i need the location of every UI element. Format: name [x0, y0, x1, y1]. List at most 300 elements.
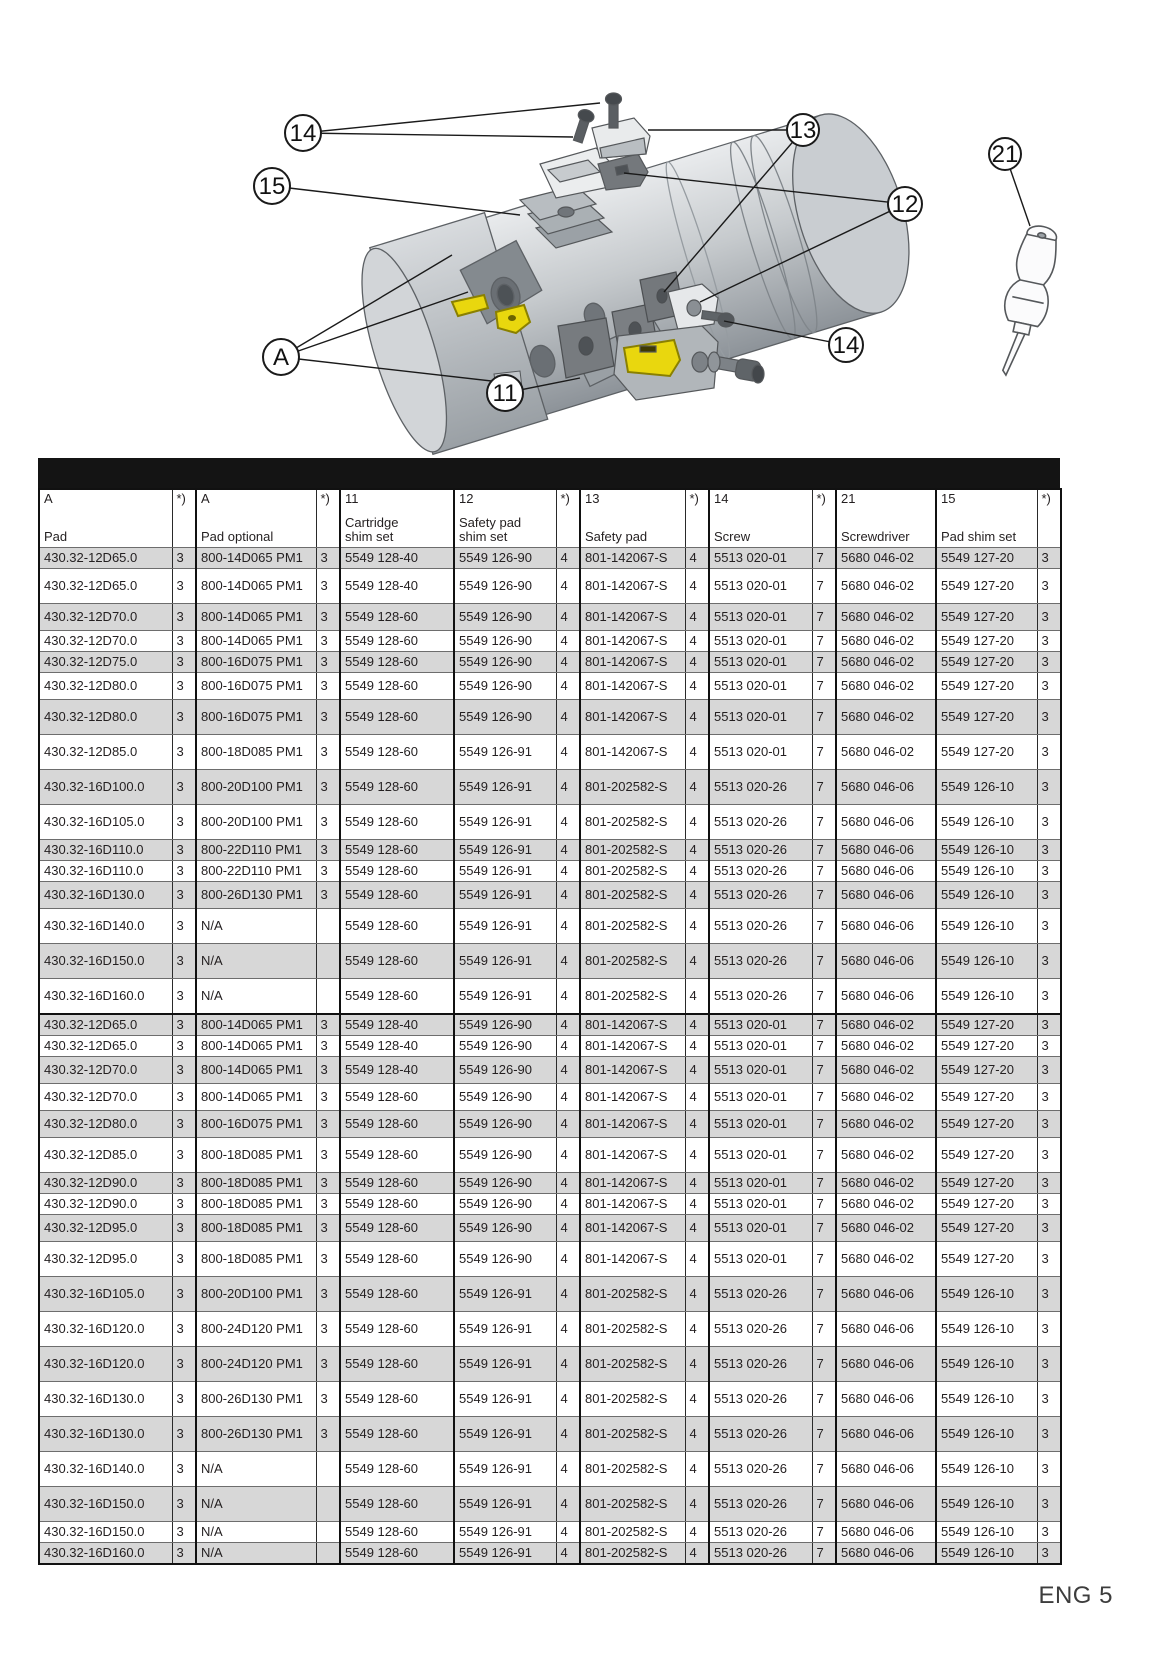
callout-label: 14 [832, 332, 860, 359]
table-cell: 4 [556, 700, 580, 735]
table-cell: 801-142067-S [580, 604, 685, 631]
table-cell: 5549 126-91 [454, 861, 556, 882]
table-cell: 801-202582-S [580, 882, 685, 909]
table-cell: 7 [812, 770, 836, 805]
table-row [39, 673, 1061, 700]
table-cell: 801-142067-S [580, 652, 685, 673]
table-cell: 3 [316, 1382, 340, 1417]
table-cell: 5549 128-60 [340, 979, 454, 1015]
table-cell: 4 [685, 735, 709, 770]
table-header [39, 489, 1061, 548]
table-cell: 5680 046-02 [836, 700, 936, 735]
table-cell: 4 [685, 840, 709, 861]
table-cell: 5513 020-26 [709, 861, 812, 882]
table-cell: 4 [685, 1417, 709, 1452]
table-cell: 801-142067-S [580, 1138, 685, 1173]
table-cell: 5513 020-01 [709, 604, 812, 631]
table-row [39, 1522, 1061, 1543]
table-cell: 800-24D120 PM1 [196, 1347, 316, 1382]
table-cell: 3 [316, 1138, 340, 1173]
table-cell: 5549 126-91 [454, 1543, 556, 1565]
table-cell: 4 [556, 1014, 580, 1036]
table-row [39, 1543, 1061, 1565]
table-cell: 3 [316, 1036, 340, 1057]
table-cell: 5513 020-26 [709, 1417, 812, 1452]
table-row [39, 861, 1061, 882]
table-cell: 800-18D085 PM1 [196, 1138, 316, 1173]
table-cell: 5549 127-20 [936, 1242, 1037, 1277]
table-cell: 430.32-12D90.0 [39, 1194, 172, 1215]
table-cell: 5549 126-90 [454, 1057, 556, 1084]
table-row [39, 1417, 1061, 1452]
table-cell: 7 [812, 1084, 836, 1111]
column-header: 11 Cartridge shim set [340, 489, 454, 548]
table-cell: 5549 127-20 [936, 1138, 1037, 1173]
table-cell: 4 [556, 1057, 580, 1084]
table-cell: 5513 020-26 [709, 882, 812, 909]
table-cell: 5549 128-60 [340, 805, 454, 840]
table-cell: N/A [196, 1452, 316, 1487]
table-cell: 5549 126-10 [936, 1382, 1037, 1417]
table-cell: 4 [685, 1487, 709, 1522]
table-cell: 5513 020-26 [709, 944, 812, 979]
table-cell: 5549 126-10 [936, 1487, 1037, 1522]
table-cell: 5680 046-06 [836, 882, 936, 909]
table-cell: 3 [1037, 770, 1061, 805]
table-cell: 5549 126-10 [936, 840, 1037, 861]
table-cell: 5513 020-26 [709, 979, 812, 1015]
table-row [39, 569, 1061, 604]
table-cell: 7 [812, 805, 836, 840]
table-cell: 5680 046-06 [836, 1382, 936, 1417]
table-cell: 5549 126-10 [936, 1522, 1037, 1543]
column-header: *) [172, 489, 196, 548]
table-cell: 800-22D110 PM1 [196, 840, 316, 861]
table-cell: 801-202582-S [580, 1543, 685, 1565]
table-row [39, 944, 1061, 979]
table-cell: 3 [172, 1347, 196, 1382]
table-cell: 3 [1037, 1452, 1061, 1487]
table-cell: 430.32-16D120.0 [39, 1312, 172, 1347]
callout-screw-top [285, 103, 600, 151]
table-cell: 5549 126-91 [454, 944, 556, 979]
table-cell: 5680 046-06 [836, 1452, 936, 1487]
table-cell: 801-142067-S [580, 1014, 685, 1036]
table-cell [316, 944, 340, 979]
table-cell: 430.32-16D110.0 [39, 861, 172, 882]
table-cell: 5513 020-01 [709, 569, 812, 604]
table-cell: 5549 128-60 [340, 1452, 454, 1487]
column-header: 15 Pad shim set [936, 489, 1037, 548]
table-cell: 430.32-16D160.0 [39, 1543, 172, 1565]
table-cell: 7 [812, 1242, 836, 1277]
table-cell: 4 [556, 1382, 580, 1417]
table-cell: 430.32-12D95.0 [39, 1242, 172, 1277]
table-cell: 3 [1037, 548, 1061, 569]
table-cell: 4 [556, 882, 580, 909]
callout-screwdriver [989, 138, 1030, 226]
table-cell: 7 [812, 1014, 836, 1036]
column-header: *) [685, 489, 709, 548]
table-cell: 5549 127-20 [936, 673, 1037, 700]
table-cell: 3 [316, 1215, 340, 1242]
table-cell: 5549 127-20 [936, 1215, 1037, 1242]
table-cell: 5549 126-90 [454, 1014, 556, 1036]
table-cell: 430.32-12D90.0 [39, 1173, 172, 1194]
table-cell: 3 [1037, 944, 1061, 979]
table-cell: 5513 020-26 [709, 1347, 812, 1382]
table-cell: 5680 046-02 [836, 569, 936, 604]
table-cell: 5549 126-10 [936, 944, 1037, 979]
table-cell: 5513 020-26 [709, 840, 812, 861]
table-cell: 4 [685, 770, 709, 805]
table-cell: 5549 126-90 [454, 1215, 556, 1242]
table-cell: 3 [172, 1215, 196, 1242]
table-cell: 430.32-16D140.0 [39, 1452, 172, 1487]
table-cell: 800-14D065 PM1 [196, 548, 316, 569]
table-cell: 5549 127-20 [936, 631, 1037, 652]
table-cell: 800-26D130 PM1 [196, 1382, 316, 1417]
table-cell: 3 [1037, 1215, 1061, 1242]
table-cell: 3 [316, 735, 340, 770]
table-cell: 5549 128-60 [340, 1543, 454, 1565]
table-cell: 3 [1037, 569, 1061, 604]
table-cell: 5549 128-60 [340, 652, 454, 673]
table-cell: 430.32-12D95.0 [39, 1215, 172, 1242]
table-cell: 5549 126-90 [454, 1138, 556, 1173]
table-cell: N/A [196, 1522, 316, 1543]
table-cell: 4 [556, 1194, 580, 1215]
table-cell: 7 [812, 569, 836, 604]
callout-label: 11 [492, 380, 518, 407]
table-cell: 5680 046-02 [836, 1057, 936, 1084]
table-cell: 5680 046-06 [836, 805, 936, 840]
table-cell: 5513 020-26 [709, 1522, 812, 1543]
table-cell: 5549 128-60 [340, 1417, 454, 1452]
table-cell: 801-142067-S [580, 631, 685, 652]
table-cell: 5513 020-01 [709, 1215, 812, 1242]
table-cell: 5549 126-90 [454, 652, 556, 673]
table-cell: 5549 126-10 [936, 861, 1037, 882]
table-cell: 4 [685, 1057, 709, 1084]
table-row [39, 1487, 1061, 1522]
table-cell: 4 [685, 700, 709, 735]
table-cell: 801-202582-S [580, 1487, 685, 1522]
table-cell: 7 [812, 861, 836, 882]
table-cell: 4 [556, 1242, 580, 1277]
table-cell: 430.32-16D140.0 [39, 909, 172, 944]
table-cell: 4 [685, 1215, 709, 1242]
table-cell: 430.32-12D65.0 [39, 548, 172, 569]
table-cell: 4 [685, 861, 709, 882]
table-cell: 4 [685, 1312, 709, 1347]
table-cell: 430.32-12D85.0 [39, 735, 172, 770]
top-clamp-and-screws [570, 93, 650, 158]
table-cell: 5549 127-20 [936, 569, 1037, 604]
table-cell: 5549 126-10 [936, 1452, 1037, 1487]
table-cell: 3 [1037, 1277, 1061, 1312]
table-cell: 5513 020-01 [709, 1138, 812, 1173]
table-cell: 800-16D075 PM1 [196, 1111, 316, 1138]
table-cell: 3 [316, 1173, 340, 1194]
table-cell: 3 [172, 1057, 196, 1084]
table-cell: 801-142067-S [580, 673, 685, 700]
table-cell: 5513 020-01 [709, 1014, 812, 1036]
table-cell: 3 [316, 569, 340, 604]
table-row [39, 631, 1061, 652]
table-cell: 5680 046-02 [836, 604, 936, 631]
table-cell: 3 [172, 1084, 196, 1111]
table-cell: 4 [556, 631, 580, 652]
table-cell: 3 [1037, 805, 1061, 840]
table-cell: 801-142067-S [580, 700, 685, 735]
table-cell: 801-202582-S [580, 770, 685, 805]
table-cell: 4 [685, 1036, 709, 1057]
table-cell: 5549 128-60 [340, 840, 454, 861]
table-cell: 3 [1037, 979, 1061, 1015]
table-cell: 3 [172, 1138, 196, 1173]
table-cell: 5513 020-01 [709, 1242, 812, 1277]
table-cell: 5549 127-20 [936, 1084, 1037, 1111]
table-cell: 7 [812, 1543, 836, 1565]
table-cell: 4 [556, 861, 580, 882]
table-cell: 3 [316, 770, 340, 805]
table-cell: 5549 128-60 [340, 631, 454, 652]
table-row [39, 1138, 1061, 1173]
table-cell: N/A [196, 1487, 316, 1522]
table-title-band [38, 458, 1060, 488]
table-cell: 5513 020-26 [709, 1452, 812, 1487]
callout-label: 15 [258, 173, 286, 200]
table-cell: 3 [172, 673, 196, 700]
table-cell: 4 [556, 1487, 580, 1522]
table-cell [316, 1452, 340, 1487]
table-cell: 4 [685, 1277, 709, 1312]
table-cell: 5680 046-02 [836, 1036, 936, 1057]
table-cell: 3 [172, 1452, 196, 1487]
table-cell: 800-14D065 PM1 [196, 1084, 316, 1111]
table-cell: 5549 126-10 [936, 1277, 1037, 1312]
table-cell: 4 [685, 548, 709, 569]
table-cell: 5680 046-06 [836, 1522, 936, 1543]
table-row [39, 1242, 1061, 1277]
table-cell: 5549 128-60 [340, 909, 454, 944]
table-cell: 5549 128-40 [340, 1036, 454, 1057]
table-cell: 5549 126-10 [936, 882, 1037, 909]
table-cell: 3 [316, 548, 340, 569]
table-cell: 3 [316, 861, 340, 882]
table-cell: 7 [812, 1111, 836, 1138]
table-cell: 430.32-12D65.0 [39, 1036, 172, 1057]
callout-pad-shim-set [254, 168, 520, 215]
table-cell: 801-202582-S [580, 1522, 685, 1543]
table-cell: 5549 126-90 [454, 1111, 556, 1138]
table-cell: 3 [1037, 604, 1061, 631]
table-cell: 800-18D085 PM1 [196, 1242, 316, 1277]
table-cell: 4 [685, 1111, 709, 1138]
table-cell: 5680 046-02 [836, 735, 936, 770]
table-cell: 801-142067-S [580, 1173, 685, 1194]
table-cell: 5680 046-06 [836, 909, 936, 944]
table-cell: 3 [316, 1417, 340, 1452]
table-row [39, 735, 1061, 770]
table-cell: 801-202582-S [580, 1312, 685, 1347]
table-cell: 4 [556, 1347, 580, 1382]
table-cell: 5680 046-02 [836, 1173, 936, 1194]
table-cell: 7 [812, 1036, 836, 1057]
table-cell: 3 [172, 1543, 196, 1565]
table-cell: 5549 126-91 [454, 1452, 556, 1487]
table-cell: N/A [196, 909, 316, 944]
table-cell: 801-142067-S [580, 1194, 685, 1215]
column-header: *) [812, 489, 836, 548]
table-cell: 801-202582-S [580, 1277, 685, 1312]
table-cell: 5549 127-20 [936, 1036, 1037, 1057]
table-cell: 3 [316, 1057, 340, 1084]
table-cell: 3 [316, 700, 340, 735]
table-cell: 3 [172, 909, 196, 944]
exploded-view-diagram [0, 30, 1165, 460]
table-cell: 5549 127-20 [936, 548, 1037, 569]
table-cell: 7 [812, 1382, 836, 1417]
table-cell: 5549 126-90 [454, 1173, 556, 1194]
table-cell: 430.32-12D70.0 [39, 1057, 172, 1084]
table-cell: 5549 126-91 [454, 1487, 556, 1522]
table-cell: 430.32-16D150.0 [39, 1522, 172, 1543]
table-cell: 4 [556, 909, 580, 944]
table-cell: 7 [812, 735, 836, 770]
table-cell: 4 [556, 735, 580, 770]
table-row [39, 700, 1061, 735]
parts-table-section [38, 458, 1060, 1565]
table-cell: 3 [1037, 882, 1061, 909]
table-cell: 5513 020-01 [709, 548, 812, 569]
column-header: 21 Screwdriver [836, 489, 936, 548]
table-cell: 5680 046-02 [836, 1111, 936, 1138]
table-cell: 4 [685, 1173, 709, 1194]
table-cell: 4 [685, 673, 709, 700]
table-cell: 5680 046-02 [836, 1014, 936, 1036]
table-cell: 5549 128-60 [340, 1173, 454, 1194]
table-cell: 3 [1037, 1522, 1061, 1543]
table-cell: 4 [685, 1452, 709, 1487]
table-cell: 3 [172, 631, 196, 652]
table-cell: 3 [172, 652, 196, 673]
table-cell: 3 [316, 840, 340, 861]
table-row [39, 979, 1061, 1015]
table-cell: 7 [812, 1057, 836, 1084]
table-cell: 3 [1037, 1057, 1061, 1084]
table-row [39, 1057, 1061, 1084]
table-cell: 3 [1037, 1014, 1061, 1036]
table-cell: 7 [812, 882, 836, 909]
table-cell: 7 [812, 604, 836, 631]
table-cell: 5513 020-01 [709, 1111, 812, 1138]
table-cell: 4 [685, 1347, 709, 1382]
table-cell: 5513 020-01 [709, 1173, 812, 1194]
parts-table [38, 488, 1062, 1565]
table-cell: 430.32-12D80.0 [39, 1111, 172, 1138]
table-cell: 3 [172, 1036, 196, 1057]
table-cell: 5549 128-60 [340, 1487, 454, 1522]
table-row [39, 1111, 1061, 1138]
table-cell: 5549 128-60 [340, 1084, 454, 1111]
table-row [39, 882, 1061, 909]
callout-label: 12 [891, 191, 919, 218]
table-cell: 3 [172, 1014, 196, 1036]
table-cell: 5549 127-20 [936, 1173, 1037, 1194]
table-cell: 5680 046-02 [836, 1194, 936, 1215]
table-cell: 801-142067-S [580, 735, 685, 770]
table-cell: 800-14D065 PM1 [196, 604, 316, 631]
table-row [39, 1014, 1061, 1036]
table-row [39, 909, 1061, 944]
table-cell: 800-20D100 PM1 [196, 805, 316, 840]
table-cell: 7 [812, 1138, 836, 1173]
table-cell: 4 [556, 1173, 580, 1194]
table-cell: 7 [812, 1312, 836, 1347]
table-cell: 5549 128-60 [340, 1277, 454, 1312]
table-cell: 5549 127-20 [936, 1014, 1037, 1036]
table-cell: 3 [316, 1014, 340, 1036]
table-cell: 430.32-16D150.0 [39, 1487, 172, 1522]
table-cell: 3 [316, 805, 340, 840]
table-cell: 5549 128-60 [340, 735, 454, 770]
table-cell: 5549 128-60 [340, 861, 454, 882]
table-cell: 430.32-16D110.0 [39, 840, 172, 861]
table-cell: 430.32-16D105.0 [39, 1277, 172, 1312]
table-cell: 5549 128-60 [340, 1111, 454, 1138]
table-cell: 3 [1037, 1543, 1061, 1565]
table-cell: 5549 126-91 [454, 1522, 556, 1543]
table-cell: 800-18D085 PM1 [196, 1215, 316, 1242]
table-cell: 7 [812, 652, 836, 673]
table-cell: 5549 128-40 [340, 1057, 454, 1084]
table-cell: 7 [812, 631, 836, 652]
table-cell: 430.32-12D65.0 [39, 569, 172, 604]
table-cell: 801-142067-S [580, 569, 685, 604]
table-cell: 800-16D075 PM1 [196, 673, 316, 700]
table-cell: 800-14D065 PM1 [196, 1014, 316, 1036]
table-cell: 4 [685, 979, 709, 1015]
table-cell: 430.32-16D130.0 [39, 1382, 172, 1417]
table-cell: 5680 046-02 [836, 652, 936, 673]
table-cell: 5549 126-90 [454, 548, 556, 569]
table-cell [316, 1543, 340, 1565]
table-cell: 7 [812, 700, 836, 735]
table-cell: 5549 126-90 [454, 631, 556, 652]
table-cell: 3 [172, 1312, 196, 1347]
table-cell: 3 [1037, 861, 1061, 882]
table-cell: 5549 126-10 [936, 1417, 1037, 1452]
table-cell: 5513 020-01 [709, 735, 812, 770]
table-cell: 5549 128-40 [340, 548, 454, 569]
table-cell: 430.32-12D85.0 [39, 1138, 172, 1173]
table-cell: 5680 046-06 [836, 1487, 936, 1522]
table-cell: 5549 128-60 [340, 1138, 454, 1173]
table-cell: 5513 020-26 [709, 805, 812, 840]
table-cell: 5549 126-91 [454, 770, 556, 805]
table-cell: 5549 128-60 [340, 1347, 454, 1382]
table-cell: 3 [172, 861, 196, 882]
column-header: A Pad optional [196, 489, 316, 548]
table-cell: 4 [685, 1138, 709, 1173]
table-cell: 5549 126-91 [454, 1417, 556, 1452]
table-cell: 5549 126-91 [454, 1347, 556, 1382]
column-header: *) [316, 489, 340, 548]
table-cell: 5549 128-60 [340, 700, 454, 735]
table-row [39, 548, 1061, 569]
